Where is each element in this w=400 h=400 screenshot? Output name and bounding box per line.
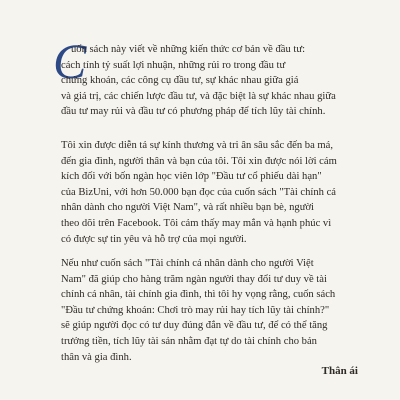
paragraph-line: theo dõi trên Facebook. Tôi cảm thấy may mắn và hạnh phúc vì bbox=[61, 217, 332, 229]
paragraph-line: uốn sách này viết về những kiến thức cơ bản về đầu tư: bbox=[71, 44, 306, 55]
paragraph-line: cách tính tỷ suất lợi nhuận, những rủi ro trong đầu tư bbox=[61, 59, 286, 71]
paragraph-2 bbox=[61, 138, 361, 247]
paragraph-line: chứng khoán, các công cụ đầu tư, sự khác nhau giữa giá bbox=[61, 75, 299, 87]
paragraph-3 bbox=[61, 256, 361, 365]
paragraph-line: sẽ giúp người đọc có tư duy đúng đắn về đầu tư, để có thể tăng bbox=[61, 320, 328, 332]
drop-cap-letter: C bbox=[53, 33, 87, 89]
paragraph-line: và giá trị, các chiến lược đầu tư, và đặc biệt là sự khác nhau giữa bbox=[61, 90, 336, 102]
paragraph-line: đầu tư may rủi và đầu tư có phương pháp để tích lũy tài chính. bbox=[61, 106, 326, 118]
paragraph-line: Nam" đã giúp cho hàng trăm ngàn người thay đổi tư duy về tài bbox=[61, 273, 327, 285]
paragraph-line: của BizUni, với hơn 50.000 bạn đọc của cuốn sách "Tài chính cá bbox=[61, 186, 336, 198]
paragraph-line: Nếu như cuốn sách "Tài chính cá nhân dành cho người Việt bbox=[61, 258, 314, 269]
paragraph-line: đến gia đình, người thân và bạn của tôi. Tôi xin được nói lời cám bbox=[61, 155, 337, 167]
paragraph-line: kích đối với bốn ngàn học viên lớp "Đầu tư cổ phiếu dài hạn" bbox=[61, 171, 322, 183]
paragraph-line: chính cá nhân, tài chính gia đình, thì tôi hy vọng rằng, cuốn sách bbox=[61, 289, 336, 301]
paragraph-line: có được sự tin yêu và hỗ trợ của mọi người. bbox=[61, 233, 247, 245]
paragraph-line: nhân dành cho người Việt Nam", và rất nhiều bạn bè, người bbox=[61, 202, 315, 214]
paragraph-line: trưởng tiền, tích lũy tài sản nhằm đạt tự do tài chính cho bản bbox=[61, 335, 317, 347]
paragraph-line: "Đầu tư chứng khoán: Chơi trò may rủi hay tích lũy tài chính?" bbox=[61, 304, 330, 316]
signature-closing: Thân ái bbox=[321, 365, 358, 377]
paragraph-line: thân và gia đình. bbox=[61, 351, 132, 363]
paragraph-1 bbox=[61, 42, 361, 120]
paragraph-line: Tôi xin được diễn tả sự kính thương và tri ân sâu sắc đến ba má, bbox=[61, 140, 334, 151]
